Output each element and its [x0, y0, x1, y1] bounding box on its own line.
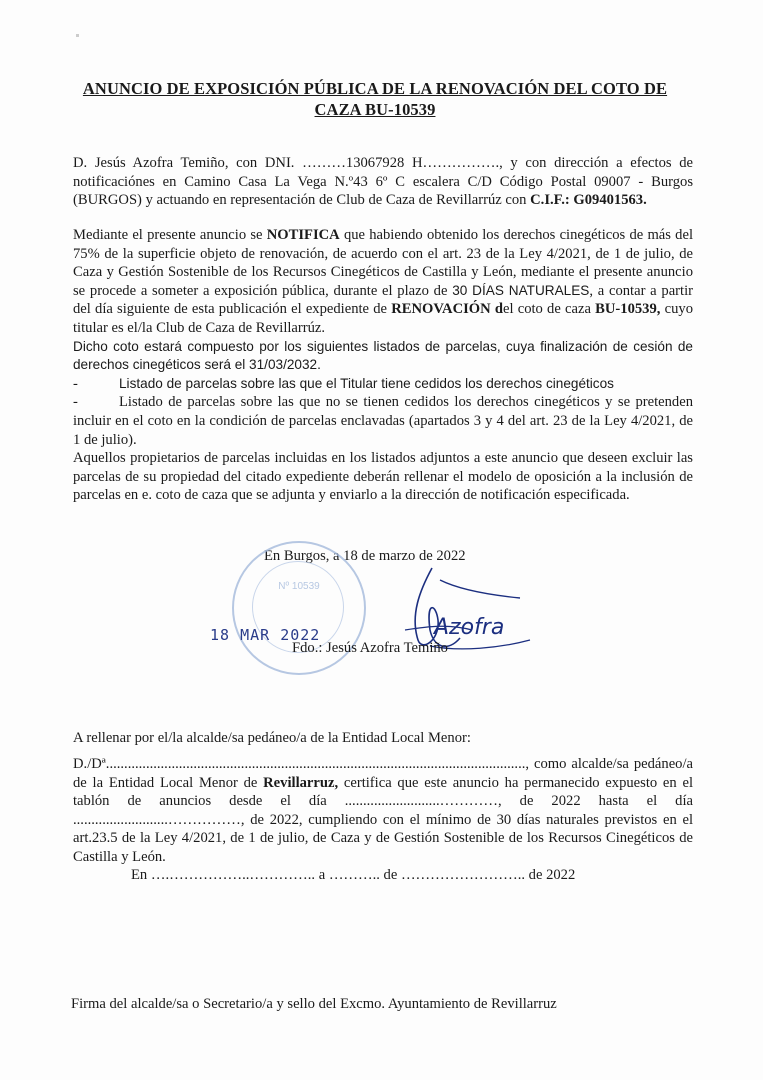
document-title: ANUNCIO DE EXPOSICIÓN PÚBLICA DE LA RENOVACIÓN DEL COTO DE CAZA BU-10539: [82, 79, 668, 119]
closing-text: Aquellos propietarios de parcelas incluidas en los listados adjuntos a este anuncio que deseen excluir las parcelas de su propiedad del citado expediente deberán rellenar el modelo de oposición a la inclusión de parcelas en e. coto de caza que se adjunta y enviarlo a la dirección de notificación especificada.: [73, 450, 693, 504]
bullet-text: Listado de parcelas sobre las que el Titular tiene cedidos los derechos cinegéticos: [119, 375, 614, 391]
renovacion-label: RENOVACIÓN d: [391, 301, 503, 318]
form-place-date-line: En ….……………..………….. a ……….. de …………………….. de 2022: [131, 867, 576, 883]
coto-code: BU-10539,: [595, 301, 661, 318]
bullet-item-2: [73, 393, 693, 449]
date-stamp: 18 MAR 2022: [210, 626, 321, 644]
notice-text-2: que habiendo obtenido los derechos cinegéticos de más del 75% de la superficie objeto de renovación, de acuerdo con el art. 23 de la Ley 4/2021, de 1 de julio, de Caza y Gestión Sostenible de los Recursos Cinegéticos de Castilla y León, mediante el presente anuncio se procede a someter a exposición pública, durante el plazo de: [73, 227, 694, 299]
notice-text-3: , a contar a partir del día siguiente de esta publicación el expediente de: [73, 282, 694, 318]
form-header: A rellenar por el/la alcalde/sa pedáneo/a de la Entidad Local Menor:: [73, 730, 471, 746]
signature-footer: Firma del alcalde/sa o Secretario/a y sello del Excmo. Ayuntamiento de Revillarruz: [71, 996, 557, 1012]
scan-artifact: [76, 34, 79, 37]
bullet-dash: -: [73, 394, 78, 411]
place-date: En Burgos, a 18 de marzo de 2022: [264, 548, 466, 564]
notice-text-1: Mediante el presente anuncio se: [73, 227, 267, 243]
certification-text-2: certifica que este anuncio ha permanecido expuesto en el tablón de anuncios desde el día ..........................…………, de 2022 hasta el día ..........................……………, de 2022, cumpliendo con el mínimo de 30 días naturales previstos en el art.23.5 de la Ley 4/2021, de 1 de julio, de Caza y de Gestión Sostenible de los Recursos Cinegéticos de Castilla y León.: [73, 774, 693, 865]
notice-text-5: cuyo titular es el/la Club de Caza de Revillarrúz.: [73, 301, 693, 336]
notice-text-4: el coto de caza: [503, 301, 596, 318]
notice-paragraph: [73, 226, 693, 505]
intro-paragraph: [73, 154, 693, 210]
signature-text: Azofra: [434, 615, 505, 640]
bullet-text: Listado de parcelas sobre las que no se tienen cedidos los derechos cinegéticos y se pretenden incluir en el coto en la condición de parcelas enclavadas (apartados 3 y 4 del art. 23 de la Ley 4/2021, de 1 de julio).: [73, 394, 693, 448]
town-name: Revillarruz,: [263, 774, 339, 791]
cif-value: C.I.F.: G09401563.: [530, 192, 647, 209]
plazo-text: 30 DÍAS NATURALES: [452, 282, 590, 298]
composition-text: Dicho coto estará compuesto por los siguientes listados de parcelas, cuya finalización de cesión de derechos cinegéticos será el 31/03/2032.: [73, 338, 693, 373]
certification-paragraph: [73, 755, 693, 867]
signer-name: Fdo.: Jesús Azofra Temiño: [292, 640, 448, 656]
intro-text: D. Jesús Azofra Temiño, con DNI. ………13067928 H……………., y con dirección a efectos de notificaciónes en Camino Casa La Vega N.º43 6º C escalera C/D Código Postal 09007 - Burgos (BURGOS) y actuando en representación de Club de Caza de Revillarrúz con: [73, 155, 693, 209]
certification-text-1: D./Dª..................................................................................................................., como alcalde/sa pedáneo/a de la Entidad Local Menor de: [73, 756, 693, 791]
bullet-dash: -: [73, 375, 78, 392]
bullet-item-1: [73, 375, 693, 394]
notifica-label: NOTIFICA: [266, 227, 340, 243]
seal-number: Nº 10539: [278, 581, 320, 592]
